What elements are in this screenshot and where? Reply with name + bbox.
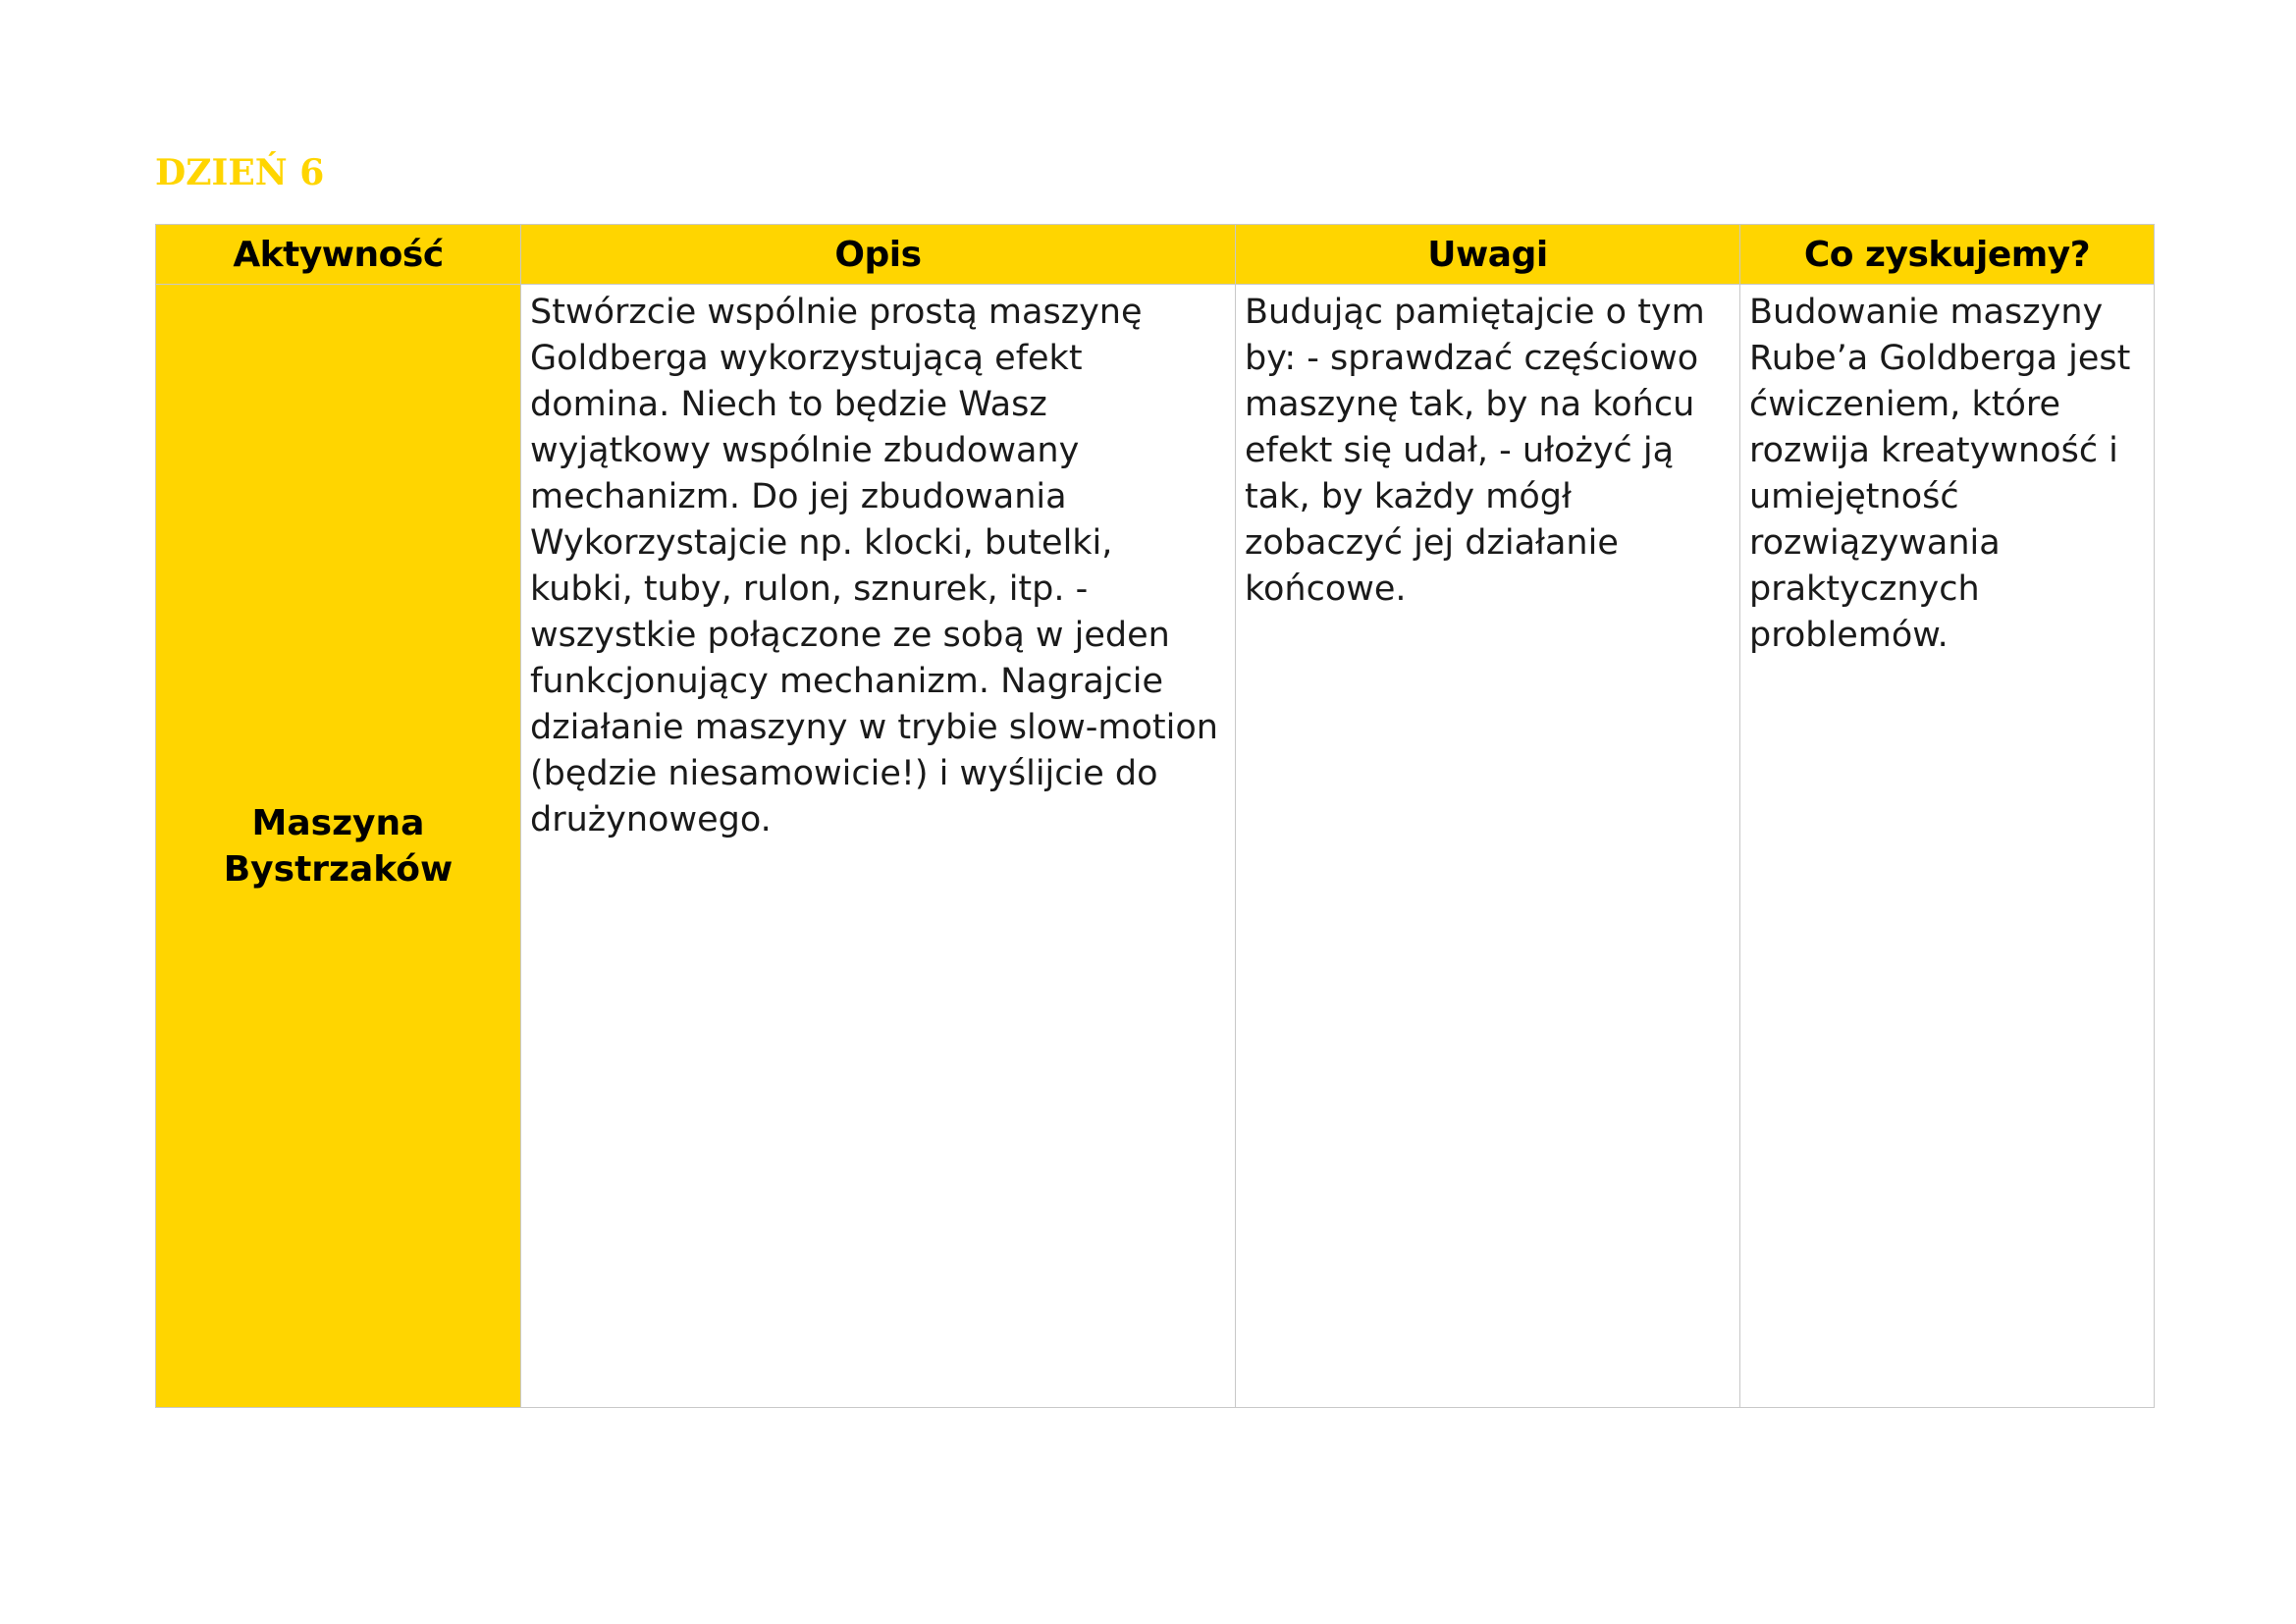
activity-description: Stwórzcie wspólnie prostą maszynę Goldberga wykorzystującą efekt domina. Niech to będzie Wasz wyjątkowy wspólnie zbudowany mechanizm. Do jej zbudowania Wykorzystajcie np. klocki, butelki, kubki, tuby, rulon, sznurek, itp. - wszystkie połączone ze sobą w jeden funkcjonujący mechanizm. Nagrajcie działanie maszyny w trybie slow-motion (będzie niesamowicie!) i wyślijcie do drużynowego.	[521, 285, 1236, 1408]
table-header-row	[156, 225, 2155, 285]
activity-gains: Budowanie maszyny Rube’a Goldberga jest ćwiczeniem, które rozwija kreatywność i umiejętność rozwiązywania praktycznych problemów.	[1740, 285, 2155, 1408]
header-activity: Aktywność	[156, 225, 521, 285]
header-notes: Uwagi	[1236, 225, 1740, 285]
activity-table	[155, 224, 2155, 1408]
activity-name: Maszyna Bystrzaków	[156, 285, 521, 1408]
activity-notes: Budując pamiętajcie o tym by: - sprawdzać częściowo maszynę tak, by na końcu efekt się udał, - ułożyć ją tak, by każdy mógł zobaczyć jej działanie końcowe.	[1236, 285, 1740, 1408]
header-description: Opis	[521, 225, 1236, 285]
page-title: DZIEŃ 6	[155, 152, 325, 193]
table-row	[156, 285, 2155, 1408]
header-gains: Co zyskujemy?	[1740, 225, 2155, 285]
